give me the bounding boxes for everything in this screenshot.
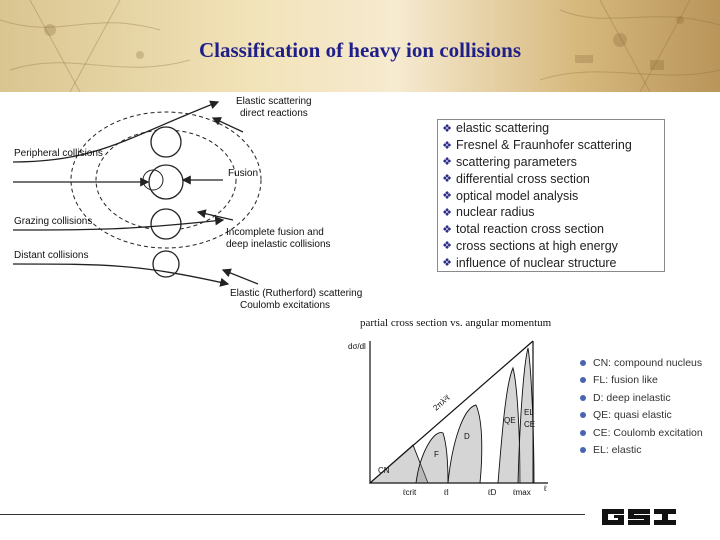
cross-section-plot xyxy=(348,333,563,498)
label-distant: Distant collisions xyxy=(14,250,89,261)
label-rutherford-2: Coulomb excitations xyxy=(240,300,331,311)
footer-rule xyxy=(0,514,585,515)
plot-ylabel: dσ/dl xyxy=(348,342,366,351)
tick-li: ℓI xyxy=(444,488,449,497)
plot-caption: partial cross section vs. angular momentum xyxy=(360,317,552,329)
collision-diagram xyxy=(8,92,368,317)
legend-item: CE: Coulomb excitation xyxy=(580,424,703,442)
label-incomplete-1: Incomplete fusion and xyxy=(226,227,324,238)
legend-item: QE: quasi elastic xyxy=(580,407,703,425)
gsi-logo xyxy=(600,505,682,529)
bullet-dot-icon xyxy=(580,430,586,436)
topic-item: ❖ differential cross section xyxy=(438,170,664,187)
bullet-dot-icon xyxy=(580,395,586,401)
header-banner xyxy=(0,0,720,92)
label-peripheral: Peripheral collisions xyxy=(14,148,103,159)
diamond-bullet-icon: ❖ xyxy=(442,139,452,152)
tick-lmax: ℓmax xyxy=(513,488,531,497)
label-rutherford-1: Elastic (Rutherford) scattering xyxy=(230,288,363,299)
legend-item: D: deep inelastic xyxy=(580,389,703,407)
elastic-pointer xyxy=(213,118,243,132)
nucleus-top xyxy=(151,127,181,157)
region-f xyxy=(416,433,448,483)
diamond-bullet-icon: ❖ xyxy=(442,156,452,169)
tick-lcrit: ℓcrit xyxy=(403,488,417,497)
diamond-bullet-icon: ❖ xyxy=(442,223,452,236)
diamond-bullet-icon: ❖ xyxy=(442,122,452,135)
slide-title: Classification of heavy ion collisions xyxy=(198,38,522,62)
legend-item: EL: elastic xyxy=(580,442,703,460)
label-elastic-scattering: Elastic scattering xyxy=(236,96,312,107)
topic-list xyxy=(437,119,665,272)
region-label-d: D xyxy=(464,432,470,441)
topic-item: ❖ scattering parameters xyxy=(438,154,664,171)
topic-item: ❖ nuclear radius xyxy=(438,204,664,221)
topic-item: ❖ cross sections at high energy xyxy=(438,238,664,255)
topic-item: ❖ elastic scattering xyxy=(438,120,664,137)
label-incomplete-2: deep inelastic collisions xyxy=(226,239,331,250)
plot-slope-label: 2πλ²ℓ xyxy=(431,393,452,413)
diamond-bullet-icon: ❖ xyxy=(442,257,452,270)
legend-item: FL: fusion like xyxy=(580,372,703,390)
incomplete-pointer xyxy=(198,212,233,220)
region-label-f: F xyxy=(434,450,439,459)
bullet-dot-icon xyxy=(580,412,586,418)
plot-xlabel: ℓ xyxy=(544,484,547,493)
region-d xyxy=(448,405,482,483)
label-direct-reactions: direct reactions xyxy=(240,108,308,119)
bullet-dot-icon xyxy=(580,360,586,366)
region-qe xyxy=(498,368,520,483)
diamond-bullet-icon: ❖ xyxy=(442,173,452,186)
diamond-bullet-icon: ❖ xyxy=(442,206,452,219)
region-label-ce: CE xyxy=(524,420,536,429)
distant-trajectory xyxy=(13,264,228,284)
legend-item: CN: compound nucleus xyxy=(580,354,703,372)
label-grazing: Grazing collisions xyxy=(14,216,93,227)
diamond-bullet-icon: ❖ xyxy=(442,190,452,203)
region-label-el: EL xyxy=(524,408,534,417)
bullet-dot-icon xyxy=(580,377,586,383)
diamond-bullet-icon: ❖ xyxy=(442,240,452,253)
label-fusion: Fusion xyxy=(228,168,259,179)
rutherford-pointer xyxy=(223,270,258,284)
reaction-legend xyxy=(580,354,703,459)
topic-item: ❖ total reaction cross section xyxy=(438,221,664,238)
region-label-qe: QE xyxy=(504,416,516,425)
topic-item: ❖ influence of nuclear structure xyxy=(438,254,664,271)
tick-ld: ℓD xyxy=(488,488,497,497)
bullet-dot-icon xyxy=(580,447,586,453)
topic-item: ❖ optical model analysis xyxy=(438,187,664,204)
topic-item: ❖ Fresnel & Fraunhofer scattering xyxy=(438,137,664,154)
region-label-cn: CN xyxy=(378,466,390,475)
